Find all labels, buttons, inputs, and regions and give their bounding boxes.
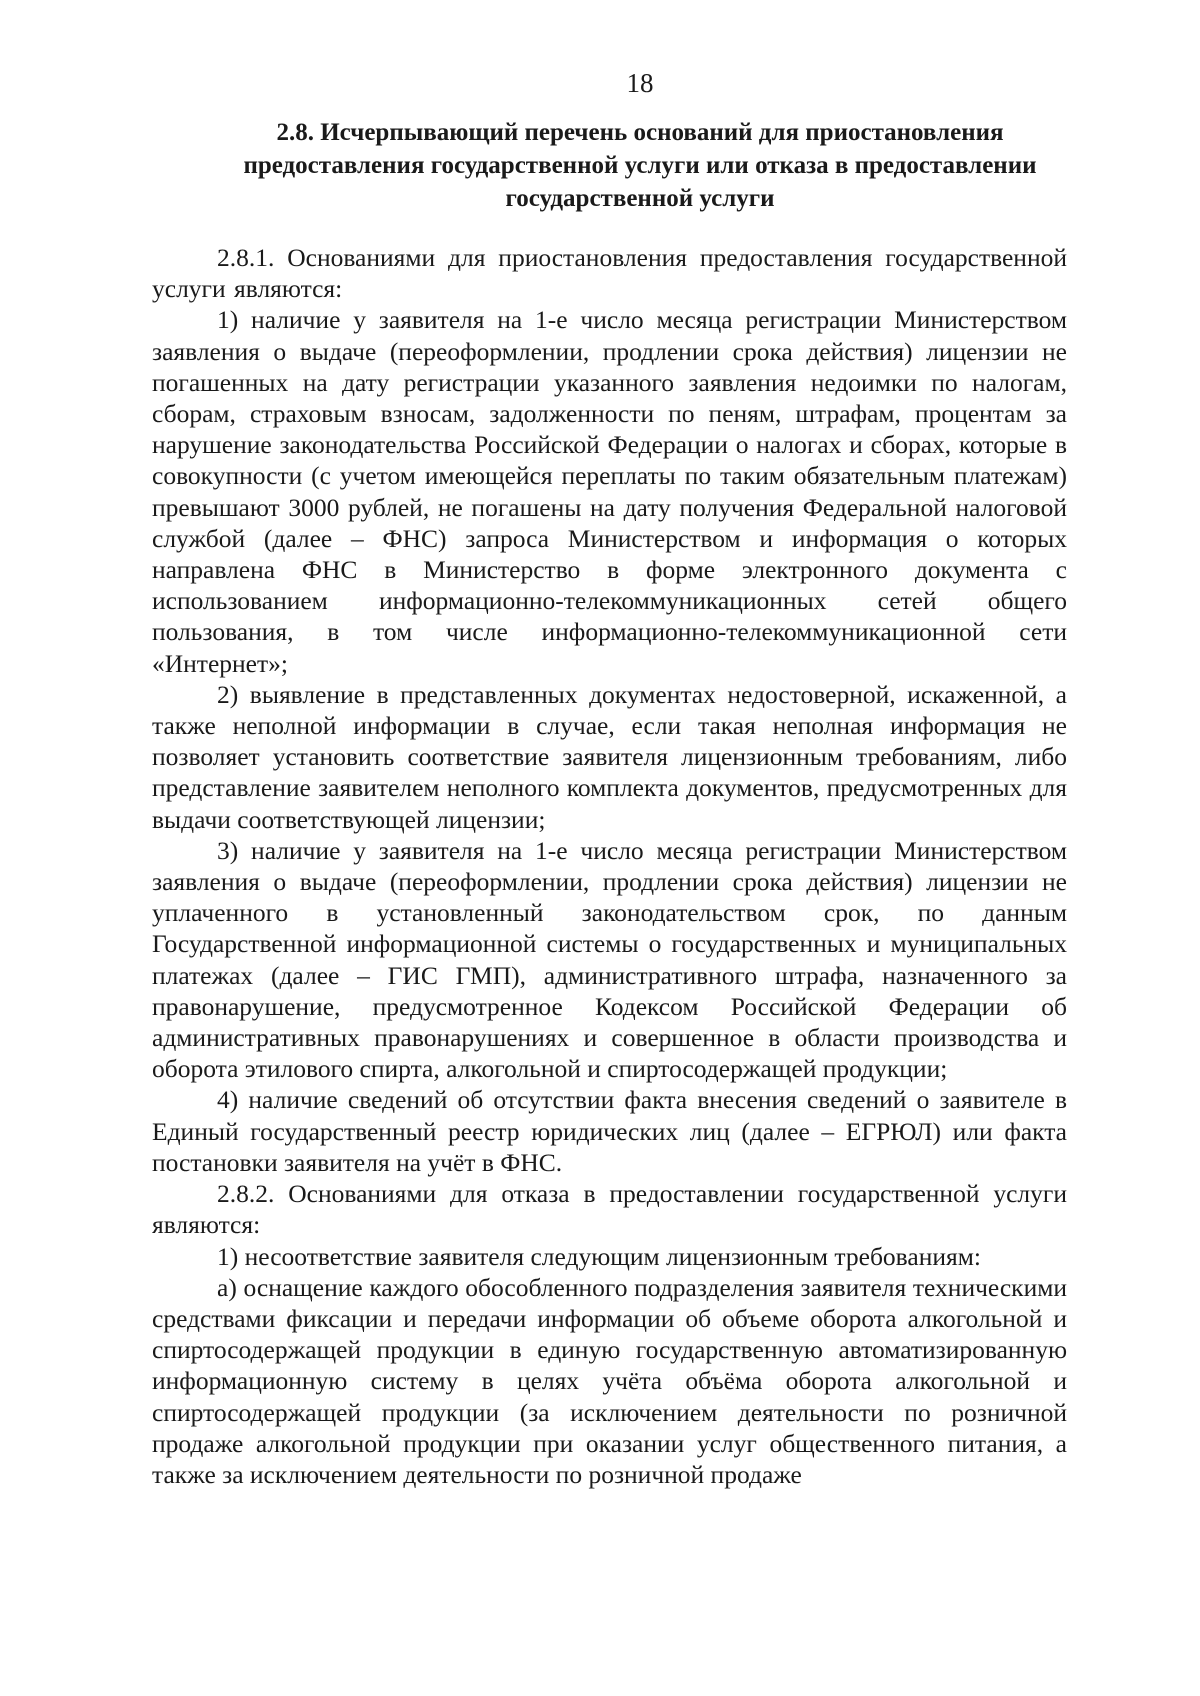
page-number: 18 bbox=[626, 68, 654, 98]
paragraph-2-8-2: 2.8.2. Основаниями для отказа в предоставлении государственной услуги являются: bbox=[152, 1179, 1067, 1240]
paragraph-subitem-a: а) оснащение каждого обособленного подразделения заявителя техническими средствами фиксации и передачи информации об объеме оборота алкогольной и спиртосодержащей продукции в единую государственную автоматизированную информационную систему в целях учёта объёма оборота алкогольной и спиртосодержащей продукции (за исключением деятельности по розничной продаже алкогольной продукции при оказании услуг общественного питания, а также за исключением деятельности по розничной продаже bbox=[152, 1272, 1067, 1489]
paragraph-item-3: 3) наличие у заявителя на 1-е число месяца регистрации Министерством заявления о выдаче (переоформлении, продлении срока действия) лицензии не уплаченного в установленный законодательством срок, по данным Государственной информационной системы о государственных и муниципальных платежах (далее – ГИС ГМП), административного штрафа, назначенного за правонарушение, предусмотренное Кодексом Российской Федерации об административных правонарушениях и совершенное в области производства и оборота этилового спирта, алкогольной и спиртосодержащей продукции; bbox=[152, 835, 1067, 1084]
paragraph-2-8-1: 2.8.1. Основаниями для приостановления предоставления государственной услуги являются: bbox=[152, 243, 1067, 304]
paragraph-item-1: 1) наличие у заявителя на 1-е число месяца регистрации Министерством заявления о выдаче (переоформлении, продлении срока действия) лицензии не погашенных на дату регистрации указанного заявления недоимки по налогам, сборам, страховым взносам, задолженности по пеням, штрафам, процентам за нарушение законодательства Российской Федерации о налогах и сборах, которые в совокупности (с учетом имеющейся переплаты по таким обязательным платежам) превышают 3000 рублей, не погашены на дату получения Федеральной налоговой службой (далее – ФНС) запроса Министерством и информация о которых направлена ФНС в Министерство в форме электронного документа с использованием информационно-телекоммуникационных сетей общего пользования, в том числе информационно-телекоммуникационной сети «Интернет»; bbox=[152, 305, 1067, 678]
document-body bbox=[152, 242, 1067, 1490]
paragraph-refusal-item-1: 1) несоответствие заявителя следующим лицензионным требованиям: bbox=[217, 1241, 981, 1271]
paragraph-item-4: 4) наличие сведений об отсутствии факта внесения сведений о заявителе в Единый государственный реестр юридических лиц (далее – ЕГРЮЛ) или факта постановки заявителя на учёт в ФНС. bbox=[152, 1085, 1067, 1177]
section-heading: 2.8. Исчерпывающий перечень оснований для приостановления предоставления государственной услуги или отказа в предоставлении государственной услуги bbox=[243, 119, 1037, 212]
paragraph-item-2: 2) выявление в представленных документах недостоверной, искаженной, а также неполной информации в случае, если такая неполная информация не позволяет установить соответствие заявителя лицензионным требованиям, либо представление заявителем неполного комплекта документов, предусмотренных для выдачи соответствующей лицензии; bbox=[152, 679, 1067, 834]
